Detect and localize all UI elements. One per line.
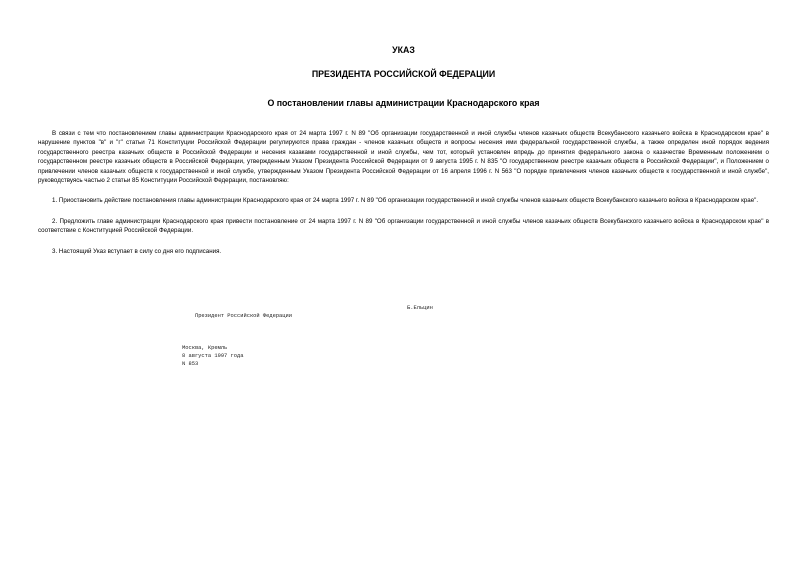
issuer-heading: ПРЕЗИДЕНТА РОССИЙСКОЙ ФЕДЕРАЦИИ (311, 69, 496, 79)
issue-details (182, 344, 292, 368)
decree-item-3: 3. Настоящий Указ вступает в силу со дня его подписания. (52, 247, 222, 255)
signatory-position: Президент Российской Федерации (194, 313, 293, 319)
decree-document (38, 42, 769, 256)
issue-date: 8 августа 1997 года (182, 353, 244, 359)
preamble-paragraph: В связи с тем что постановлением главы администрации Краснодарского края от 24 марта 1997 г. N 89 "Об организации государственной и иной службы членов казачьих обществ Всекубанского казачьего войска в Краснодарском крае" в нарушение пунктов "в" и "г" статьи 71 Конституции Российской Федерации регулируются права граждан - членов казачьих обществ и вопросы несения ими федеральной государственной службы, а также определен иной порядок ведения государственного реестра казачьих обществ в Российской Федерации и несения казаками государственной и иной службы, чем тот, который установлен впредь до принятия федерального закона о казачестве Временным положением о государственном реестре казачьих обществ в Российской Федерации, утвержденным Указом Президента Российской Федерации от 9 августа 1995 г. N 835 "О государственном реестре казачьих обществ в Российской Федерации", и Положением о привлечении членов казачьих обществ к государственной и иной службе, утвержденным Указом Президента Российской Федерации от 16 апреля 1996 г. N 563 "О порядке привлечения членов казачьих обществ к государственной и иной службе", руководствуясь частью 2 статьи 85 Конституции Российской Федерации, постановляю: (38, 130, 769, 185)
issue-place: Москва, Кремль (182, 345, 228, 351)
signature-block (182, 304, 433, 368)
signatory-name: Б.Ельцин (407, 305, 433, 311)
decree-item-1: 1. Приостановить действие постановления главы администрации Краснодарского края от 24 марта 1997 г. N 89 "Об организации государственной и иной службы членов казачьих обществ Всекубанского казачьего войска в Краснодарском крае". (52, 197, 759, 205)
decree-number: N 853 (182, 361, 199, 367)
document-type-heading: УКАЗ (392, 45, 415, 55)
decree-item-2: 2. Предложить главе администрации Краснодарского края привести постановление от 24 марта 1997 г. N 89 "Об организации государственной и иной службы членов казачьих обществ Всекубанского казачьего войска в Краснодарском крае" в соответствие с Конституцией Российской Федерации. (38, 217, 769, 235)
decree-subject-title: О постановлении главы администрации Краснодарского края (267, 98, 540, 108)
